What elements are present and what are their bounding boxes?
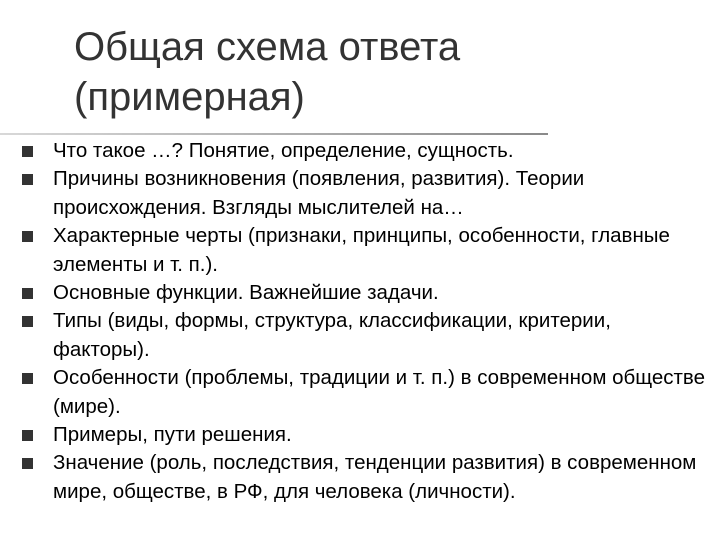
bullet-list (0, 137, 720, 506)
square-bullet-icon (22, 231, 33, 242)
square-bullet-icon (22, 373, 33, 384)
bullet-item (0, 364, 720, 421)
square-bullet-icon (22, 288, 33, 299)
bullet-item (0, 279, 720, 307)
title-line-1: Общая схема ответа (74, 25, 461, 69)
square-bullet-icon (22, 146, 33, 157)
bullet-text: Особенности (проблемы, традиции и т. п.) в современном обществе (мире). (53, 366, 705, 418)
bullet-item (0, 165, 720, 222)
slide-title (74, 22, 674, 122)
square-bullet-icon (22, 458, 33, 469)
bullet-text: Примеры, пути решения. (53, 423, 292, 447)
bullet-text: Что такое …? Понятие, определение, сущность. (53, 139, 514, 162)
bullet-text: Характерные черты (признаки, принципы, особенности, главные элементы и т. п.). (53, 224, 670, 276)
square-bullet-icon (22, 430, 33, 441)
bullet-text: Типы (виды, формы, структура, классификации, критерии, факторы). (53, 309, 611, 361)
title-line-2: (примерная) (74, 75, 305, 119)
bullet-text: Значение (роль, последствия, тенденции развития) в современном мире, обществе, в РФ, для человека (личности). (53, 451, 697, 503)
title-divider (0, 133, 548, 135)
bullet-item (0, 421, 720, 449)
bullet-item (0, 137, 720, 165)
bullet-item (0, 307, 720, 364)
bullet-text: Причины возникновения (появления, развития). Теории происхождения. Взгляды мыслителей на… (53, 167, 585, 219)
square-bullet-icon (22, 174, 33, 185)
bullet-text: Основные функции. Важнейшие задачи. (53, 281, 439, 305)
bullet-item (0, 222, 720, 279)
bullet-item (0, 449, 720, 506)
square-bullet-icon (22, 316, 33, 327)
